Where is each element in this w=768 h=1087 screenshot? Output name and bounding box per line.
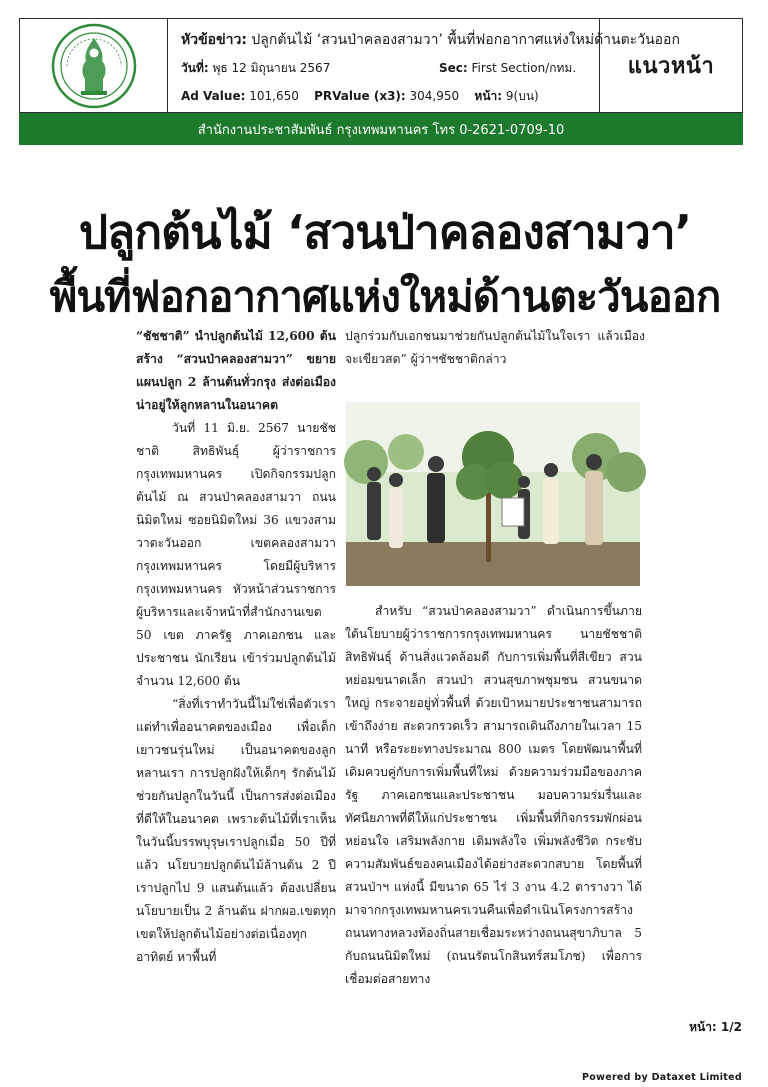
ad-value: 101,650 bbox=[249, 89, 299, 103]
section-value: First Section/กทม. bbox=[471, 61, 577, 75]
value-meta-row bbox=[181, 87, 593, 106]
title-label: หัวข้อข่าว: bbox=[181, 32, 247, 48]
headline-meta-row bbox=[181, 29, 680, 51]
title-value: ปลูกต้นไม้ ‘สวนป่าคลองสามวา’ พื้นที่ฟอกอากาศแห่งใหม่ด้านตะวันออก bbox=[251, 32, 680, 48]
headline-line-2: พื้นที่ฟอกอากาศแห่งใหม่ด้านตะวันออก bbox=[49, 272, 721, 321]
publication-name: แนวหน้า bbox=[627, 54, 715, 79]
article-column-right-bottom bbox=[345, 600, 642, 991]
contact-text: สำนักงานประชาสัมพันธ์ กรุงเทพมหานคร โทร 0-2621-0709-10 bbox=[197, 122, 565, 138]
pr-value-label: PRValue (x3): bbox=[314, 89, 406, 103]
contact-bar bbox=[19, 113, 743, 145]
page-label: หน้า: bbox=[474, 89, 503, 103]
article-paragraph-3: สำหรับ “สวนป่าคลองสามวา” ดำเนินการขึ้นภายใต้นโยบายผู้ว่าราชการกรุงเทพมหานคร นายชัชชาติ สิทธิพันธุ์ ด้านสิ่งแวดล้อมดี กับการเพิ่มพื้นที่สีเขียว สวนหย่อมขนาดเล็ก สวนป่า สวนสุขภาพชุมชน สวนขนาดใหญ่ กระจายอยู่ทั่วพื้นที่ ด้วยเป้าหมายประชาชนสามารถเข้าถึงง่าย สะดวกรวดเร็ว สามารถเดินถึงภายในเวลา 15 นาที หรือระยะทางประมาณ 800 เมตร โดยพัฒนาพื้นที่เดิมควบคู่กับการเพิ่มพื้นที่ใหม่ ด้วยความร่วมมือของภาครัฐ ภาคเอกชนและประชาชน มอบความร่มรื่นและทัศนียภาพที่ดีให้แก่ประชาชน เพิ่มพื้นที่กิจกรรมพักผ่อนหย่อนใจ เสริมพลังกาย เติมพลังใจ เพิ่มพลังชีวิต กระชับความสัมพันธ์ของคนเมืองได้อย่างสะดวกสบาย โดยพื้นที่สวนป่าฯ แห่งนี้ มีขนาด 65 ไร่ 3 งาน 4.2 ตารางวา ได้มาจากกรุงเทพมหานครเวนคืนเพื่อดำเนินโครงการสร้างถนนทางหลวงท้องถิ่นสายเชื่อมระหว่างถนนสุขาภิบาล 5 กับถนนนิมิตใหม่ (ถนนรัตนโกสินทร์สมโภช) เพื่อการเชื่อมต่อสายทาง bbox=[345, 604, 642, 986]
article-paragraph-2-continued: ปลูกร่วมกับเอกชนมาช่วยกันปลูกต้นไม้ในใจเรา แล้วเมืองจะเขียวสด” ผู้ว่าฯชัชชาติกล่าว bbox=[345, 329, 645, 366]
date-meta-row bbox=[181, 59, 593, 78]
clipping-header bbox=[19, 18, 743, 113]
article-column-right-top bbox=[345, 325, 645, 371]
headline-line-1: ปลูกต้นไม้ ‘สวนป่าคลองสามวา’ bbox=[78, 205, 692, 259]
bangkok-seal-logo bbox=[51, 23, 137, 109]
date-value: พุธ 12 มิถุนายน 2567 bbox=[212, 61, 331, 75]
article-lead: “ชัชชาติ” นำปลูกต้นไม้ 12,600 ต้น สร้าง “สวนป่าคลองสามวา” ขยายแผนปลูก 2 ล้านต้นทั่วกรุง ส่งต่อเมืองน่าอยู่ให้ลูกหลานในอนาคต bbox=[136, 329, 336, 412]
article-paragraph-1: วันที่ 11 มิ.ย. 2567 นายชัชชาติ สิทธิพันธุ์ ผู้ว่าราชการกรุงเทพมหานคร เปิดกิจกรรมปลูกต้นไม้ ณ สวนป่าคลองสามวา ถนนนิมิตใหม่ ซอยนิมิตใหม่ 36 แขวงสามวาตะวันออก เขตคลองสามวา กรุงเทพมหานคร โดยมีผู้บริหารกรุงเทพมหานคร หัวหน้าส่วนราชการ ผู้บริหารและเจ้าหน้าที่สำนักงานเขต 50 เขต ภาครัฐ ภาคเอกชน และประชาชน นักเรียน เข้าร่วมปลูกต้นไม้ จำนวน 12,600 ต้น bbox=[136, 421, 336, 688]
page-indicator: หน้า: 1/2 bbox=[689, 1020, 742, 1034]
section-label: Sec: bbox=[439, 61, 468, 75]
powered-by: Powered by Dataxet Limited bbox=[582, 1072, 742, 1083]
bma-logo-cell bbox=[20, 19, 168, 112]
section-info bbox=[439, 59, 576, 78]
publication-cell bbox=[600, 19, 742, 112]
event-photo bbox=[346, 402, 640, 586]
date-label: วันที่: bbox=[181, 61, 209, 75]
tree-planting-photo bbox=[346, 402, 640, 586]
page-value: 9(บน) bbox=[505, 89, 539, 103]
article-column-left bbox=[136, 325, 336, 969]
article-paragraph-2: “สิ่งที่เราทำวันนี้ไม่ใช่เพื่อตัวเรา แต่ทำเพื่ออนาคตของเมือง เพื่อเด็กเยาวชนรุ่นใหม่ เป็นอนาคตของลูกหลานเรา การปลูกฝังให้เด็กๆ รักต้นไม้ช่วยกันปลูกในวันนี้ เป็นการส่งต่อเมืองที่ดีให้ในอนาคต เพราะต้นไม้ที่เราเห็นในวันนี้บรรพบุรุษเราปลูกเมื่อ 50 ปีที่แล้ว นโยบายปลูกต้นไม้ล้านต้น 2 ปี เราปลูกไป 9 แสนต้นแล้ว ต้องเปลี่ยนนโยบายเป็น 2 ล้านต้น ฝากผอ.เขตทุกเขตให้ปลูกต้นไม้อย่างต่อเนื่องทุกอาทิตย์ หาพื้นที่ bbox=[136, 697, 336, 964]
pr-value: 304,950 bbox=[409, 89, 460, 103]
ad-value-label: Ad Value: bbox=[181, 89, 246, 103]
